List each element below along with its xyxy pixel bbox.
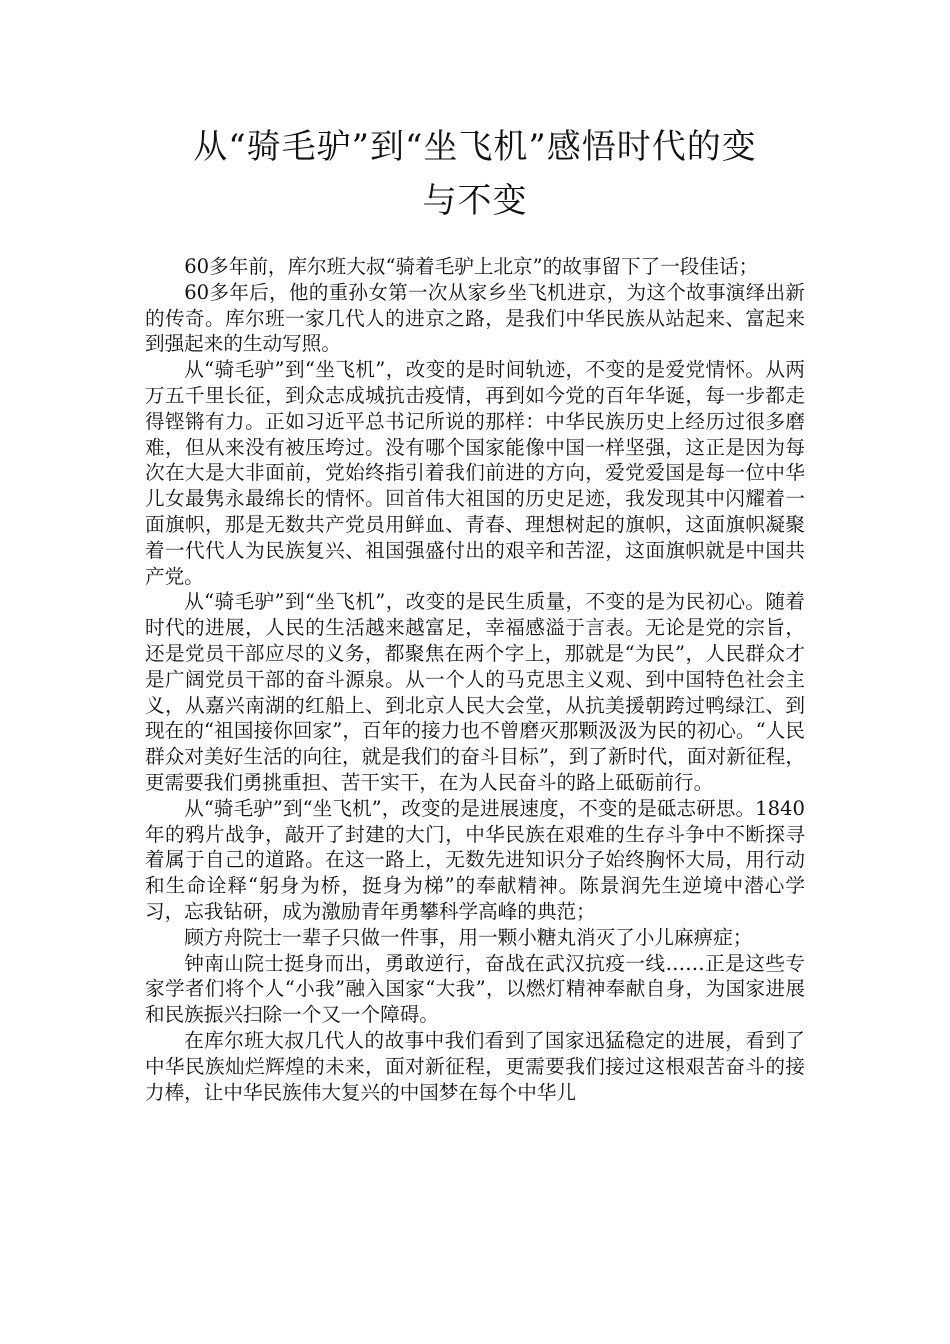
paragraph-4: 从“骑毛驴”到“坐飞机”，改变的是民生质量，不变的是为民初心。随着时代的进展，人民的生活越来越富足，幸福感溢于言表。无论是党的宗旨，还是党员干部应尽的义务，都聚焦在两个字上，那就是“为民”，人民群众才是广阔党员干部的奋斗源泉。从一个人的马克思主义观、到中国特色社会主义，从嘉兴南湖的红船上、到北京人民大会堂，从抗美援朝跨过鸭绿江、到现在的“祖国接你回家”，百年的接力也不曾磨灭那颗汲汲为民的初心。“人民群众对美好生活的向往，就是我们的奋斗目标”，到了新时代，面对新征程，更需要我们勇挑重担、苦干实干，在为人民奋斗的路上砥砺前行。 [145,590,805,794]
paragraph-1: 60多年前，库尔班大叔“骑着毛驴上北京”的故事留下了一段佳话； [184,255,759,278]
paragraph-5: 从“骑毛驴”到“坐飞机”，改变的是进展速度，不变的是砥志研思。1840年的鸦片战争，敲开了封建的大门，中华民族在艰难的生存斗争中不断探寻着属于自己的道路。在这一路上，无数先进知识分子始终胸怀大局，用行动和生命诠释“躬身为桥，挺身为梯”的奉献精神。陈景润先生逆境中潜心学习，忘我钻研，成为激励青年勇攀科学高峰的典范； [145,796,805,923]
document-body [145,254,805,1105]
document-page [145,120,805,1105]
paragraph-8: 在库尔班大叔几代人的故事中我们看到了国家迅猛稳定的进展，看到了中华民族灿烂辉煌的未来，面对新征程，更需要我们接过这根艰苦奋斗的接力棒，让中华民族伟大复兴的中国梦在每个中华儿 [145,1028,805,1104]
title-line-2: 与不变 [422,181,528,221]
document-title [145,120,805,228]
paragraph-6: 顾方舟院士一辈子只做一件事，用一颗小糖丸消灭了小儿麻痹症； [184,925,753,949]
paragraph-7: 钟南山院士挺身而出，勇敢逆行，奋战在武汉抗疫一线……正是这些专家学者们将个人“小我”融入国家“大我”，以燃灯精神奉献自身，为国家进展和民族振兴扫除一个又一个障碍。 [145,951,805,1027]
paragraph-2: 60多年后，他的重孙女第一次从家乡坐飞机进京，为这个故事演绎出新的传奇。库尔班一家几代人的进京之路，是我们中华民族从站起来、富起来到强起来的生动写照。 [145,280,805,356]
paragraph-3: 从“骑毛驴”到“坐飞机”，改变的是时间轨迹，不变的是爱党情怀。从两万五千里长征，到众志成城抗击疫情，再到如今党的百年华诞，每一步都走得铿锵有力。正如习近平总书记所说的那样：中华民族历史上经历过很多磨难，但从来没有被压垮过。没有哪个国家能像中国一样坚强，这正是因为每次在大是大非面前，党始终指引着我们前进的方向，爱党爱国是每一位中华儿女最隽永最绵长的情怀。回首伟大祖国的历史足迹，我发现其中闪耀着一面旗帜，那是无数共产党员用鲜血、青春、理想树起的旗帜，这面旗帜凝聚着一代代人为民族复兴、祖国强盛付出的艰辛和苦涩，这面旗帜就是中国共产党。 [145,358,805,588]
title-line-1: 从“骑毛驴”到“坐飞机”感悟时代的变 [193,127,757,167]
